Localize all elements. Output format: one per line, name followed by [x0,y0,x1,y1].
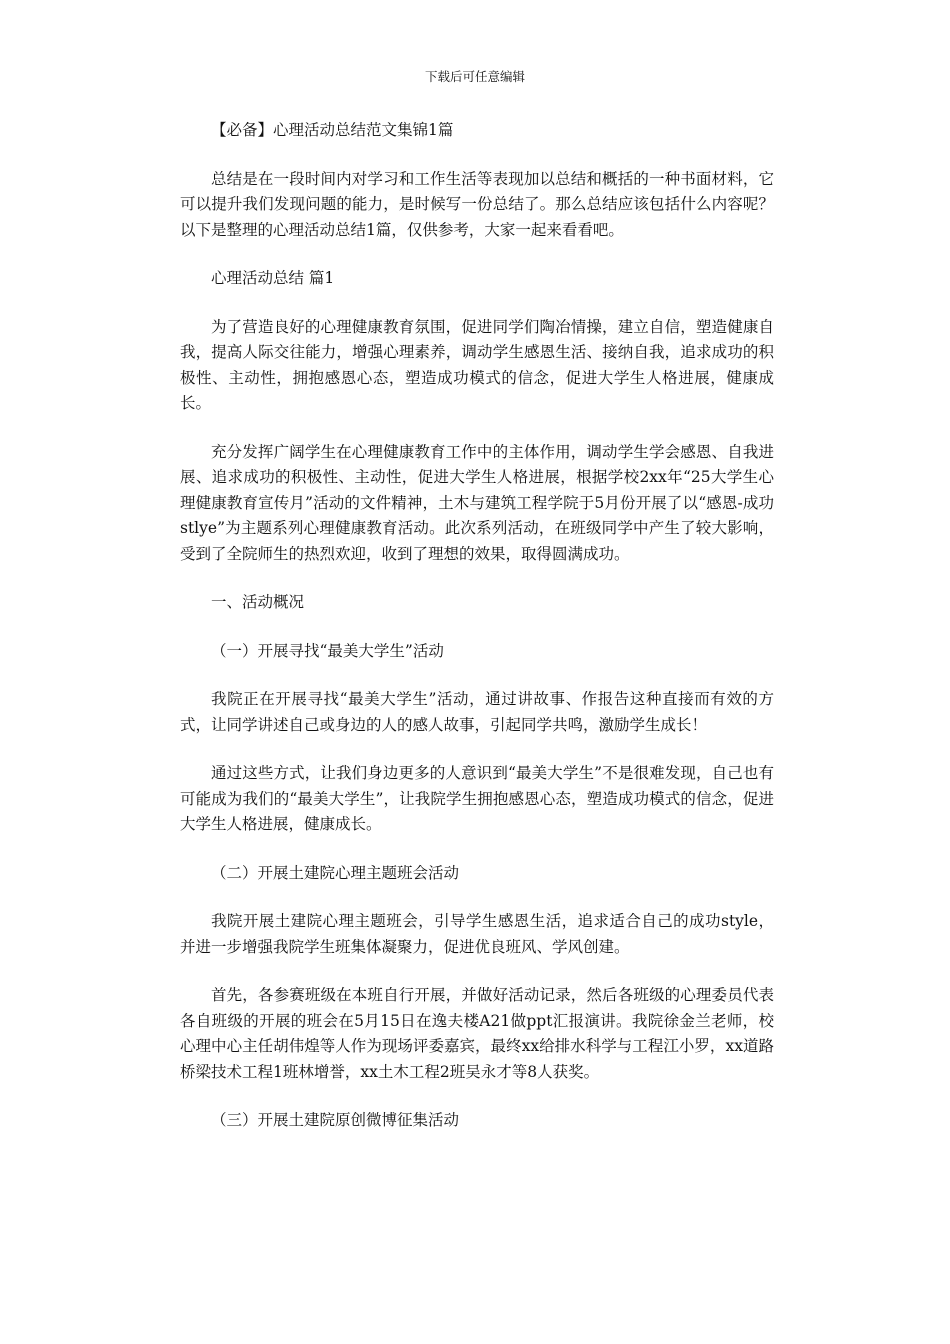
paragraph-purpose: 为了营造良好的心理健康教育氛围，促进同学们陶冶情操，建立自信，塑造健康自我，提高人际交往能力，增强心理素养，调动学生感恩生活、接纳自我，追求成功的积极性、主动性，拥抱感恩心态，塑造成功模式的信念，促进大学生人格进展，健康成长。 [180,317,774,412]
section-heading-overview: 一、活动概况 [211,593,305,611]
subheading-activity-1: （一）开展寻找“最美大学生”活动 [211,641,444,660]
document-title: 【必备】心理活动总结范文集锦1篇 [211,121,454,139]
document-body [180,118,774,1134]
paragraph-intro: 总结是在一段时间内对学习和工作生活等表现加以总结和概括的一种书面材料，它可以提升我们发现问题的能力，是时候写一份总结了。那么总结应该包括什么内容呢？以下是整理的心理活动总结1篇，仅供参考，大家一起来看看吧。 [180,169,774,239]
paragraph-activity-1b: 通过这些方式，让我们身边更多的人意识到“最美大学生”不是很难发现，自己也有可能成为我们的“最美大学生”，让我院学生拥抱感恩心态，塑造成功模式的信念，促进大学生人格进展，健康成长。 [180,764,774,833]
subheading-activity-3: （三）开展土建院原创微博征集活动 [211,1111,460,1129]
paragraph-activity-1a: 我院正在开展寻找“最美大学生”活动，通过讲故事、作报告这种直接而有效的方式，让同学讲述自己或身边的人的感人故事，引起同学共鸣，激励学生成长！ [180,690,774,734]
page-header: 下载后可任意编辑 [424,69,525,84]
subheading-activity-2: （二）开展土建院心理主题班会活动 [211,863,460,882]
paragraph-background: 充分发挥广阔学生在心理健康教育工作中的主体作用，调动学生学会感恩、自我进展、追求成功的积极性、主动性，促进大学生人格进展，根据学校2xx年“25大学生心理健康教育宣传月”活动的文件精神，土木与建筑工程学院于5月份开展了以“感恩-成功stlye”为主题系列心理健康教育活动。此次系列活动，在班级同学中产生了较大影响，受到了全院师生的热烈欢迎，收到了理想的效果，取得圆满成功。 [180,442,774,563]
section-heading-part1: 心理活动总结 篇1 [211,269,335,287]
paragraph-activity-2b: 首先，各参赛班级在本班自行开展，并做好活动记录，然后各班级的心理委员代表各自班级的开展的班会在5月15日在逸夫楼A21做ppt汇报演讲。我院徐金兰老师，校心理中心主任胡伟煌等人作为现场评委嘉宾，最终xx给排水科学与工程江小罗，xx道路桥梁技术工程1班林增誉，xx土木工程2班吴永才等8人获奖。 [180,986,774,1081]
paragraph-activity-2a: 我院开展土建院心理主题班会，引导学生感恩生活，追求适合自己的成功style，并进一步增强我院学生班集体凝聚力，促进优良班风、学风创建。 [180,912,774,956]
